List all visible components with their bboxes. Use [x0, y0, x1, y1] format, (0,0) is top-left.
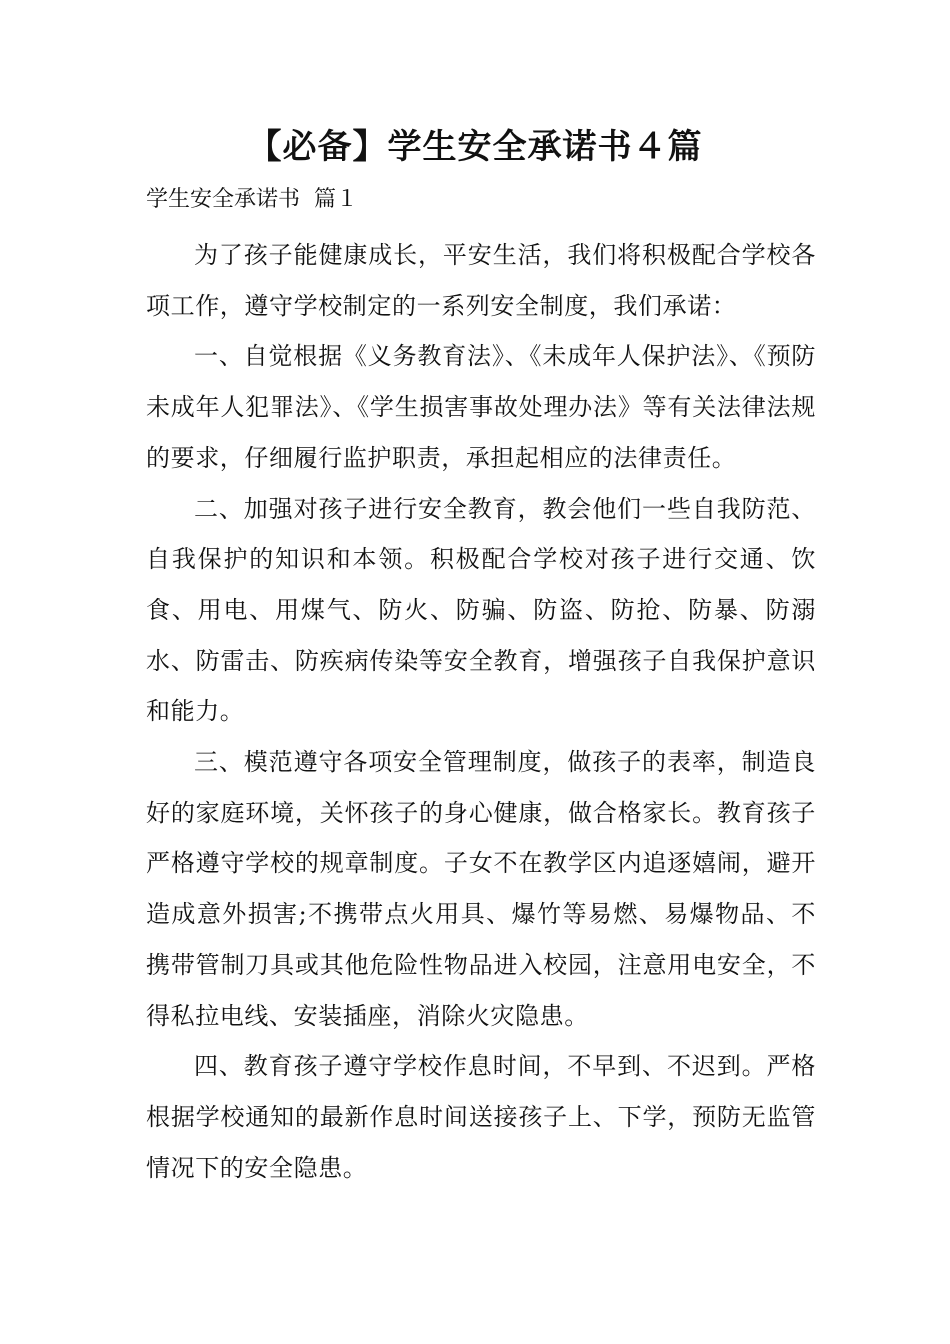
document-subtitle: 学生安全承诺书 篇１ — [146, 187, 358, 212]
paragraph-item-2: 二、加强对孩子进行安全教育，教会他们一些自我防范、自我保护的知识和本领。积极配合学校对孩子进行交通、饮食、用电、用煤气、防火、防骗、防盗、防抢、防暴、防溺水、防雷击、防疾病传染等安全教育，增强孩子自我保护意识和能力。 — [146, 494, 816, 726]
paragraph-item-1: 一、自觉根据《义务教育法》、《未成年人保护法》、《预防未成年人犯罪法》、《学生损害事故处理办法》等有关法律法规的要求，仔细履行监护职责，承担起相应的法律责任。 — [146, 342, 816, 472]
document-title: 【必备】学生安全承诺书４篇 — [247, 127, 703, 167]
paragraph-item-4: 四、教育孩子遵守学校作息时间，不早到、不迟到。严格根据学校通知的最新作息时间送接孩子上、下学，预防无监管情况下的安全隐患。 — [146, 1052, 816, 1182]
document-body — [146, 230, 816, 1193]
paragraph-intro: 为了孩子能健康成长，平安生活，我们将积极配合学校各项工作，遵守学校制定的一系列安全制度，我们承诺： — [146, 241, 816, 320]
paragraph-item-3: 三、模范遵守各项安全管理制度，做孩子的表率，制造良好的家庭环境，关怀孩子的身心健康，做合格家长。教育孩子严格遵守学校的规章制度。子女不在教学区内追逐嬉闹，避开造成意外损害;不携带点火用具、爆竹等易燃、易爆物品、不携带管制刀具或其他危险性物品进入校园，注意用电安全，不得私拉电线、安装插座，消除火灾隐患。 — [146, 748, 816, 1030]
